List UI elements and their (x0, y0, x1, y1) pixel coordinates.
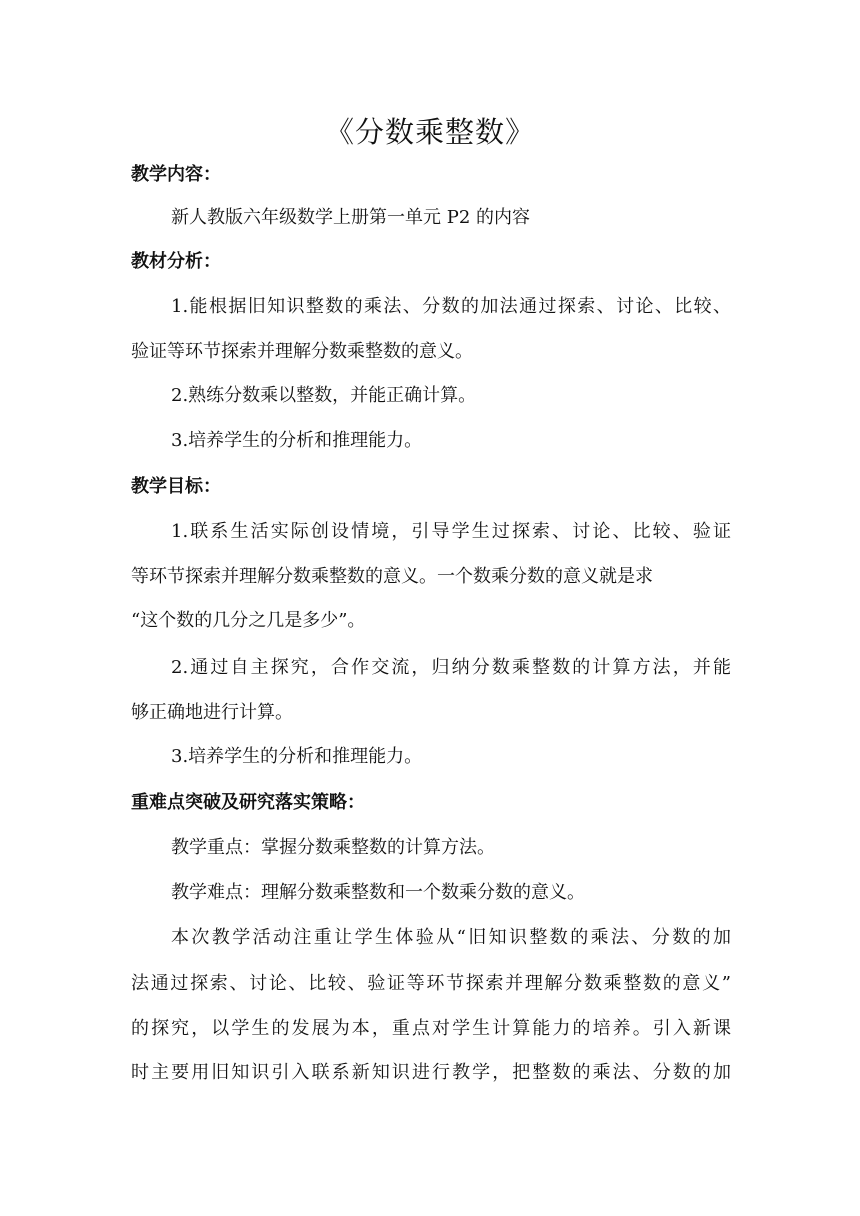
section-heading-strategy: 重难点突破及研究落实策略： (131, 792, 365, 813)
strategy-line: 时主要用旧知识引入联系新知识进行教学，把整数的乘法、分数的加 (131, 1062, 731, 1083)
section-heading-content: 教学内容： (131, 164, 221, 185)
objectives-line: 1.联系生活实际创设情境，引导学生过探索、讨论、比较、验证 (171, 521, 731, 542)
strategy-line: 的探究，以学生的发展为本，重点对学生计算能力的培养。引入新课 (131, 1018, 731, 1039)
strategy-line: 教学难点：理解分数乘整数和一个数乘分数的意义。 (171, 882, 585, 903)
strategy-line: 法通过探索、讨论、比较、验证等环节探索并理解分数乘整数的意义” (131, 973, 731, 994)
objectives-line: “这个数的几分之几是多少”。 (131, 610, 366, 631)
analysis-line: 2.熟练分数乘以整数，并能正确计算。 (171, 385, 477, 406)
strategy-line: 本次教学活动注重让学生体验从“旧知识整数的乘法、分数的加 (171, 927, 731, 948)
objectives-line: 2.通过自主探究，合作交流，归纳分数乘整数的计算方法，并能 (171, 657, 731, 678)
objectives-line: 等环节探索并理解分数乘整数的意义。一个数乘分数的意义就是求 (131, 566, 653, 587)
analysis-line: 3.培养学生的分析和推理能力。 (171, 430, 423, 451)
section-heading-analysis: 教材分析： (131, 251, 221, 272)
document-title: 《分数乘整数》 (324, 115, 535, 149)
content-line: 新人教版六年级数学上册第一单元 P2 的内容 (171, 207, 531, 228)
section-heading-objectives: 教学目标： (131, 476, 221, 497)
objectives-line: 够正确地进行计算。 (131, 702, 293, 723)
objectives-line: 3.培养学生的分析和推理能力。 (171, 746, 423, 767)
analysis-line: 1.能根据旧知识整数的乘法、分数的加法通过探索、讨论、比较、 (171, 296, 731, 317)
strategy-line: 教学重点：掌握分数乘整数的计算方法。 (171, 837, 495, 858)
analysis-line: 验证等环节探索并理解分数乘整数的意义。 (131, 341, 473, 362)
